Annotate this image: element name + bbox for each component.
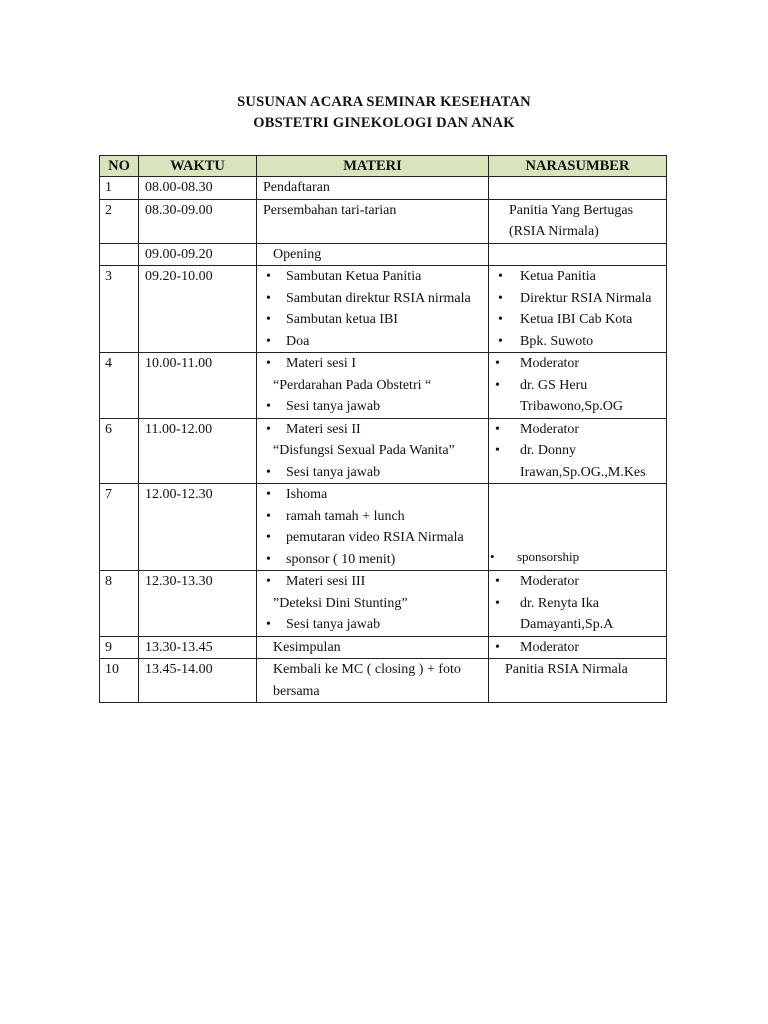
cell-no: 10 [100,659,139,703]
cell-waktu: 12.00-12.30 [139,484,257,571]
cell-no: 3 [100,266,139,353]
materi-list [263,484,482,570]
cell-narasumber [489,484,667,571]
list-item: • Sesi tanya jawab [263,396,482,418]
table-row [100,177,667,200]
list-item: • Sambutan ketua IBI [263,309,482,331]
list-item: • Ketua IBI Cab Kota [495,309,660,331]
cell-waktu: 13.30-13.45 [139,636,257,659]
cell-waktu: 08.30-09.00 [139,199,257,243]
narasumber-list [495,637,660,659]
materi-list [263,266,482,352]
table-row [100,266,667,353]
header-materi: MATERI [257,156,489,177]
cell-no: 8 [100,571,139,637]
document-title-line-1: SUSUNAN ACARA SEMINAR KESEHATAN [237,94,531,110]
cell-no: 1 [100,177,139,200]
table-row [100,636,667,659]
narasumber-list [495,546,660,568]
table-row [100,571,667,637]
list-item: • Bpk. Suwoto [495,331,660,353]
list-item: • Sesi tanya jawab [263,462,482,484]
document-title-line-2: OBSTETRI GINEKOLOGI DAN ANAK [253,115,515,131]
cell-no: 6 [100,418,139,484]
list-item: • dr. Renyta Ika Damayanti,Sp.A [495,593,660,636]
list-item: • Sambutan Ketua Panitia [263,266,482,288]
cell-narasumber [489,353,667,419]
materi-text: Opening [273,246,322,262]
cell-no: 9 [100,636,139,659]
cell-no: 4 [100,353,139,419]
header-no: NO [100,156,139,177]
cell-waktu: 11.00-12.00 [139,418,257,484]
header-waktu: WAKTU [139,156,257,177]
list-item: • Moderator [495,637,660,659]
materi-list [263,353,482,375]
list-item: • Ketua Panitia [495,266,660,288]
table-row [100,353,667,419]
narasumber-text: Panitia RSIA Nirmala [505,662,628,677]
list-item: • Sambutan direktur RSIA nirmala [263,288,482,310]
cell-narasumber [489,418,667,484]
schedule-table [99,155,667,703]
session-title: “Perdarahan Pada Obstetri “ [273,377,432,393]
list-item: • dr. Donny Irawan,Sp.OG.,M.Kes [495,440,660,483]
cell-waktu: 08.00-08.30 [139,177,257,200]
table-row [100,243,667,266]
cell-narasumber [489,571,667,637]
cell-waktu: 09.20-10.00 [139,266,257,353]
cell-no: 2 [100,199,139,243]
cell-waktu: 09.00-09.20 [139,243,257,266]
list-item: • Sesi tanya jawab [263,614,482,636]
list-item: • Moderator [495,571,660,593]
list-item: • ramah tamah + lunch [263,506,482,528]
list-item: • Doa [263,331,482,353]
cell-narasumber [489,266,667,353]
narasumber-list [495,571,660,636]
cell-materi [257,659,489,703]
list-item: • Moderator [495,419,660,441]
cell-narasumber [489,659,667,703]
list-item: • pemutaran video RSIA Nirmala [263,527,482,549]
session-title: “Disfungsi Sexual Pada Wanita” [273,443,455,458]
cell-materi [257,484,489,571]
list-item: • Materi sesi I [263,353,482,375]
cell-materi [257,266,489,353]
materi-list [263,419,482,441]
narasumber-list [495,266,660,352]
cell-materi [257,418,489,484]
narasumber-text: Panitia Yang Bertugas (RSIA Nirmala) [509,202,634,239]
list-item: • dr. GS Heru Tribawono,Sp.OG [495,375,660,418]
table-header-row [100,156,667,177]
cell-materi [257,571,489,637]
materi-text: Kesimpulan [273,639,341,655]
cell-narasumber [489,636,667,659]
cell-materi: Pendaftaran [257,177,489,200]
list-item: • Direktur RSIA Nirmala [495,288,660,310]
cell-no: 7 [100,484,139,571]
cell-waktu: 10.00-11.00 [139,353,257,419]
table-row [100,418,667,484]
list-item: • Moderator [495,353,660,375]
cell-narasumber [489,243,667,266]
table-row [100,199,667,243]
cell-materi [257,353,489,419]
header-narasumber: NARASUMBER [489,156,667,177]
cell-materi: Persembahan tari-tarian [257,199,489,243]
cell-narasumber [489,199,667,243]
table-row [100,484,667,571]
materi-list [263,396,482,418]
list-item: • sponsor ( 10 menit) [263,549,482,571]
list-item: • Ishoma [263,484,482,506]
materi-list [263,571,482,593]
cell-waktu: 13.45-14.00 [139,659,257,703]
cell-materi [257,243,489,266]
cell-waktu: 12.30-13.30 [139,571,257,637]
cell-materi [257,636,489,659]
session-title: ”Deteksi Dini Stunting” [273,595,408,611]
table-row [100,659,667,703]
materi-list [263,462,482,484]
list-item: • Materi sesi II [263,419,482,441]
cell-no [100,243,139,266]
list-item: • sponsorship [495,546,660,568]
materi-text: Kembali ke MC ( closing ) + foto bersama [273,662,461,699]
narasumber-list [495,419,660,484]
narasumber-list [495,353,660,418]
materi-list [263,614,482,636]
list-item: • Materi sesi III [263,571,482,593]
cell-narasumber [489,177,667,200]
